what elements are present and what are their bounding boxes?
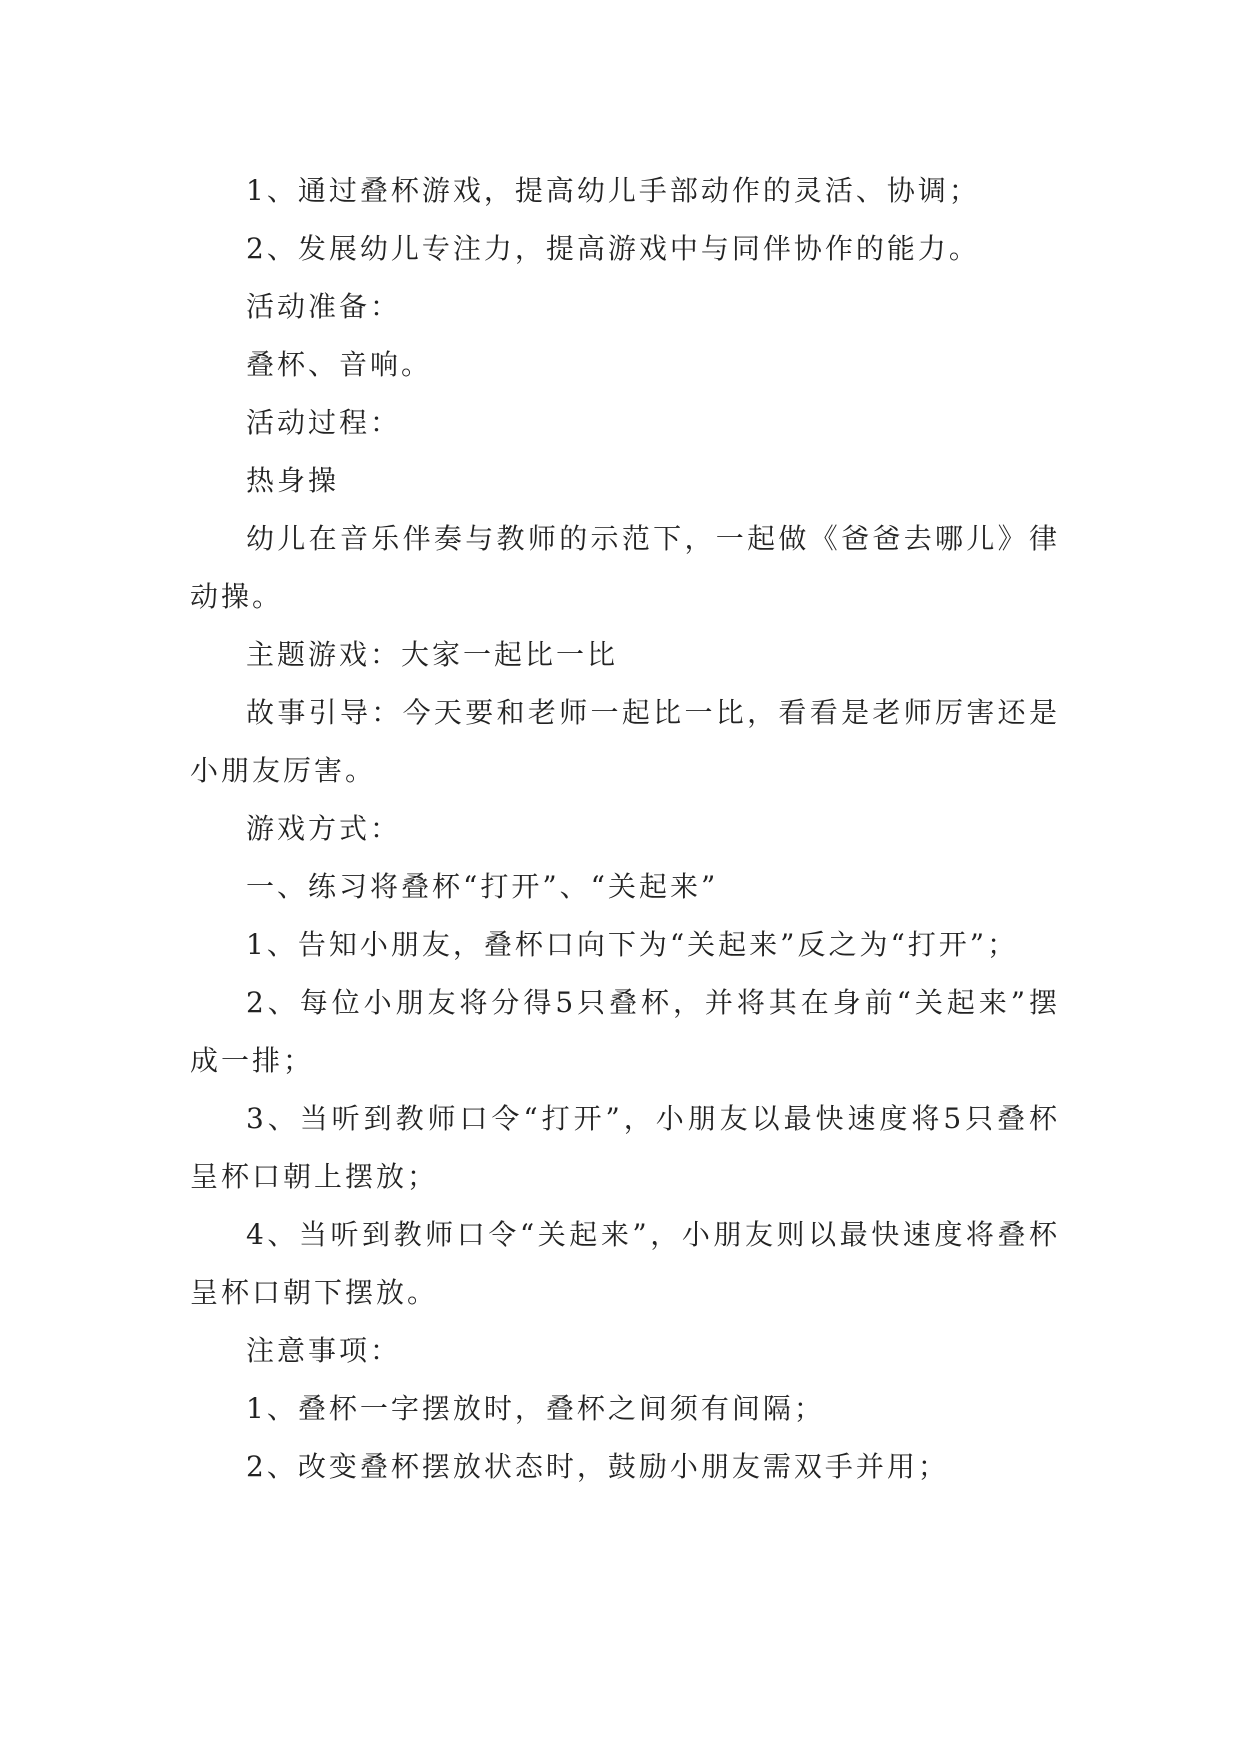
paragraph-materials: 叠杯、音响。 bbox=[246, 348, 433, 381]
paragraph-note-1: 1、叠杯一字摆放时，叠杯之间须有间隔； bbox=[246, 1392, 825, 1425]
paragraph-goal-2: 2、发展幼儿专注力，提高游戏中与同伴协作的能力。 bbox=[246, 232, 980, 265]
paragraph-step-1: 1、告知小朋友，叠杯口向下为“关起来”反之为“打开”； bbox=[246, 928, 1019, 961]
heading-game-method: 游戏方式： bbox=[246, 812, 402, 845]
heading-theme-game: 主题游戏：大家一起比一比 bbox=[246, 638, 619, 671]
paragraph-warmup: 幼儿在音乐伴奏与教师的示范下，一起做《爸爸去哪儿》律动操。 bbox=[190, 522, 1060, 613]
heading-process: 活动过程： bbox=[246, 406, 402, 439]
heading-notes: 注意事项： bbox=[246, 1334, 402, 1367]
heading-warmup: 热身操 bbox=[246, 464, 340, 497]
document-body bbox=[190, 162, 1060, 1496]
paragraph-goal-1: 1、通过叠杯游戏，提高幼儿手部动作的灵活、协调； bbox=[246, 174, 980, 207]
paragraph-step-2: 2、每位小朋友将分得5只叠杯，并将其在身前“关起来”摆成一排； bbox=[190, 986, 1060, 1077]
heading-preparation: 活动准备： bbox=[246, 290, 402, 323]
paragraph-step-4: 4、当听到教师口令“关起来”，小朋友则以最快速度将叠杯呈杯口朝下摆放。 bbox=[190, 1218, 1060, 1309]
heading-practice: 一、练习将叠杯“打开”、“关起来” bbox=[246, 870, 719, 903]
paragraph-story-guide: 故事引导：今天要和老师一起比一比，看看是老师厉害还是小朋友厉害。 bbox=[190, 696, 1060, 787]
paragraph-step-3: 3、当听到教师口令“打开”，小朋友以最快速度将5只叠杯呈杯口朝上摆放； bbox=[190, 1102, 1060, 1193]
paragraph-note-2: 2、改变叠杯摆放状态时，鼓励小朋友需双手并用； bbox=[246, 1450, 949, 1483]
